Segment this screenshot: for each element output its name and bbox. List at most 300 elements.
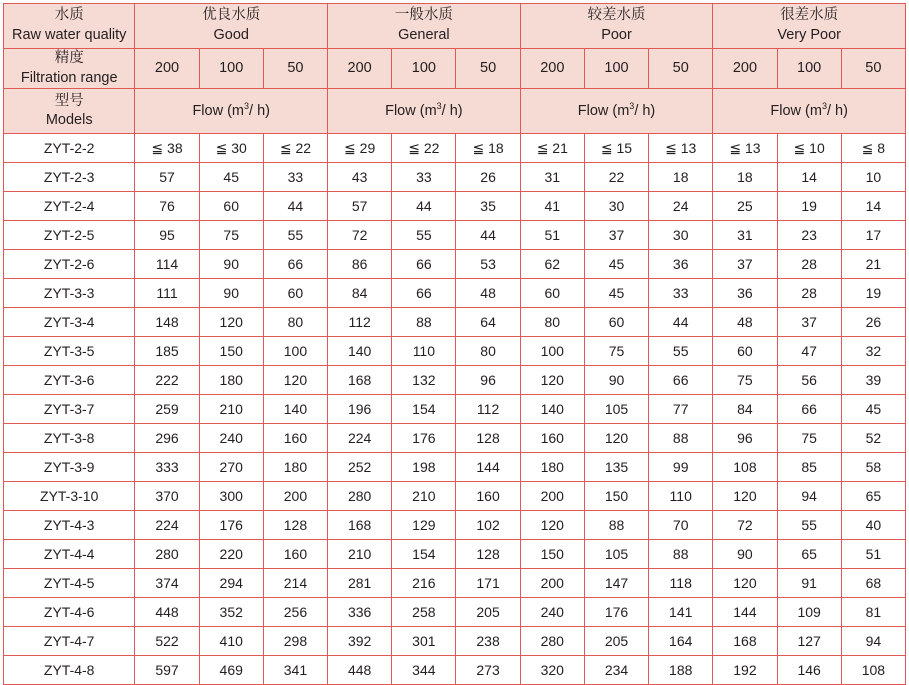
flow-value: 392 <box>328 627 392 656</box>
flow-value: 45 <box>584 250 648 279</box>
model-name: ZYT-4-3 <box>4 511 135 540</box>
flow-value: 128 <box>456 540 520 569</box>
flow-value: 44 <box>392 192 456 221</box>
flow-value: 140 <box>263 395 327 424</box>
flow-value: 301 <box>392 627 456 656</box>
flow-value: 40 <box>841 511 905 540</box>
model-name: ZYT-3-3 <box>4 279 135 308</box>
flow-value: 144 <box>713 598 777 627</box>
flow-value: 108 <box>713 453 777 482</box>
flow-value: 18 <box>649 163 713 192</box>
flow-value: 240 <box>199 424 263 453</box>
flow-value: 205 <box>584 627 648 656</box>
table-row <box>4 337 906 366</box>
flow-value: 68 <box>841 569 905 598</box>
quality-group-good <box>135 4 328 49</box>
quality-group-poor <box>520 4 713 49</box>
flow-value: 10 <box>841 163 905 192</box>
flow-value: 86 <box>328 250 392 279</box>
flow-value: 160 <box>263 540 327 569</box>
quality-group-general <box>328 4 521 49</box>
flow-value: 112 <box>456 395 520 424</box>
flow-value: 37 <box>777 308 841 337</box>
model-name: ZYT-3-10 <box>4 482 135 511</box>
flow-value: 75 <box>713 366 777 395</box>
quality-group-good-en: Good <box>213 27 249 43</box>
flow-value: 210 <box>328 540 392 569</box>
flow-unit-suffix: / h) <box>826 103 848 120</box>
quality-group-general-cn: 一般水质 <box>394 7 453 24</box>
flow-value: 270 <box>199 453 263 482</box>
flow-value: 55 <box>263 221 327 250</box>
flow-value: 70 <box>649 511 713 540</box>
flow-value: 105 <box>584 395 648 424</box>
flow-value: 140 <box>328 337 392 366</box>
flow-value: 45 <box>841 395 905 424</box>
flow-value: 80 <box>456 337 520 366</box>
flow-value: 43 <box>328 163 392 192</box>
flow-value: 80 <box>520 308 584 337</box>
flow-value: 18 <box>713 163 777 192</box>
flow-value: 280 <box>135 540 199 569</box>
flow-value: 129 <box>392 511 456 540</box>
filtration-value: 50 <box>841 49 905 89</box>
flow-value: 47 <box>777 337 841 366</box>
flow-value: 448 <box>135 598 199 627</box>
flow-value: 150 <box>520 540 584 569</box>
quality-group-poor-cn: 较差水质 <box>587 7 646 24</box>
flow-value: 19 <box>777 192 841 221</box>
flow-value: 75 <box>199 221 263 250</box>
flow-value: 25 <box>713 192 777 221</box>
flow-value: 66 <box>649 366 713 395</box>
flow-value: 127 <box>777 627 841 656</box>
flow-value: 75 <box>777 424 841 453</box>
table-row <box>4 656 906 685</box>
flow-value: ≦ 29 <box>328 134 392 163</box>
model-name: ZYT-2-2 <box>4 134 135 163</box>
filtration-value: 100 <box>584 49 648 89</box>
filtration-value: 200 <box>713 49 777 89</box>
flow-unit-label <box>520 89 713 134</box>
filtration-value: 100 <box>199 49 263 89</box>
header-label-quality-en: Raw water quality <box>11 27 127 43</box>
flow-value: 281 <box>328 569 392 598</box>
flow-value: 200 <box>520 569 584 598</box>
quality-group-very-poor-en: Very Poor <box>777 27 841 43</box>
flow-value: 256 <box>263 598 327 627</box>
flow-value: 96 <box>456 366 520 395</box>
table-row <box>4 134 906 163</box>
flow-value: 222 <box>135 366 199 395</box>
model-name: ZYT-4-5 <box>4 569 135 598</box>
flow-value: 192 <box>713 656 777 685</box>
flow-unit-prefix: Flow (m <box>770 103 822 120</box>
flow-value: 41 <box>520 192 584 221</box>
flow-value: 91 <box>777 569 841 598</box>
filtration-value: 200 <box>328 49 392 89</box>
model-name: ZYT-2-3 <box>4 163 135 192</box>
flow-value: 141 <box>649 598 713 627</box>
table-row <box>4 308 906 337</box>
flow-value: 150 <box>584 482 648 511</box>
flow-value: 65 <box>777 540 841 569</box>
filtration-value: 200 <box>135 49 199 89</box>
flow-value: 28 <box>777 250 841 279</box>
flow-value: 84 <box>713 395 777 424</box>
flow-value: 109 <box>777 598 841 627</box>
flow-value: 280 <box>520 627 584 656</box>
flow-value: 100 <box>263 337 327 366</box>
flow-value: 58 <box>841 453 905 482</box>
flow-value: 160 <box>456 482 520 511</box>
flow-value: 88 <box>392 308 456 337</box>
flow-value: 185 <box>135 337 199 366</box>
flow-value: 60 <box>713 337 777 366</box>
flow-value: 176 <box>584 598 648 627</box>
header-row-models <box>4 89 906 134</box>
flow-value: 80 <box>263 308 327 337</box>
table-row <box>4 511 906 540</box>
model-name: ZYT-4-7 <box>4 627 135 656</box>
flow-value: 132 <box>392 366 456 395</box>
flow-value: 259 <box>135 395 199 424</box>
quality-group-good-cn: 优良水质 <box>202 7 261 24</box>
model-name: ZYT-3-9 <box>4 453 135 482</box>
flow-value: 105 <box>584 540 648 569</box>
table-row <box>4 540 906 569</box>
flow-value: 120 <box>199 308 263 337</box>
flow-value: 120 <box>263 366 327 395</box>
flow-value: 160 <box>263 424 327 453</box>
flow-unit-label <box>135 89 328 134</box>
flow-value: 147 <box>584 569 648 598</box>
flow-value: 19 <box>841 279 905 308</box>
header-label-models-cn: 型号 <box>54 92 84 109</box>
flow-value: 94 <box>841 627 905 656</box>
flow-value: 120 <box>520 366 584 395</box>
flow-value: ≦ 21 <box>520 134 584 163</box>
flow-value: 294 <box>199 569 263 598</box>
flow-value: 597 <box>135 656 199 685</box>
flow-value: 240 <box>520 598 584 627</box>
flow-value: 102 <box>456 511 520 540</box>
flow-value: 110 <box>392 337 456 366</box>
model-name: ZYT-4-4 <box>4 540 135 569</box>
flow-unit-exponent: 3 <box>436 101 442 112</box>
filtration-value: 100 <box>777 49 841 89</box>
table-row <box>4 569 906 598</box>
table-row <box>4 163 906 192</box>
flow-value: 118 <box>649 569 713 598</box>
flow-value: 60 <box>199 192 263 221</box>
flow-value: 44 <box>263 192 327 221</box>
flow-value: 30 <box>649 221 713 250</box>
filtration-value: 50 <box>649 49 713 89</box>
quality-group-very-poor-cn: 很差水质 <box>780 7 839 24</box>
model-name: ZYT-3-7 <box>4 395 135 424</box>
flow-value: 52 <box>841 424 905 453</box>
flow-value: 94 <box>777 482 841 511</box>
flow-value: 44 <box>456 221 520 250</box>
flow-value: 148 <box>135 308 199 337</box>
header-row-quality <box>4 4 906 49</box>
header-row-filtration <box>4 49 906 89</box>
flow-value: 111 <box>135 279 199 308</box>
specification-table <box>3 3 906 685</box>
flow-value: 90 <box>713 540 777 569</box>
flow-value: 57 <box>135 163 199 192</box>
flow-value: 522 <box>135 627 199 656</box>
flow-value: 176 <box>392 424 456 453</box>
flow-value: 258 <box>392 598 456 627</box>
model-name: ZYT-3-5 <box>4 337 135 366</box>
flow-value: 56 <box>777 366 841 395</box>
flow-value: 120 <box>713 569 777 598</box>
flow-value: 135 <box>584 453 648 482</box>
flow-value: 280 <box>328 482 392 511</box>
flow-value: 114 <box>135 250 199 279</box>
header-label-quality <box>4 4 135 49</box>
flow-value: ≦ 30 <box>199 134 263 163</box>
quality-group-very-poor <box>713 4 906 49</box>
flow-value: 77 <box>649 395 713 424</box>
flow-value: 45 <box>199 163 263 192</box>
flow-value: 75 <box>584 337 648 366</box>
table-row <box>4 192 906 221</box>
flow-value: ≦ 13 <box>713 134 777 163</box>
flow-value: 410 <box>199 627 263 656</box>
flow-unit-suffix: / h) <box>249 103 270 120</box>
flow-value: 14 <box>841 192 905 221</box>
flow-value: 60 <box>520 279 584 308</box>
flow-value: 210 <box>392 482 456 511</box>
flow-value: 120 <box>713 482 777 511</box>
model-name: ZYT-2-5 <box>4 221 135 250</box>
header-label-filtration-en: Filtration range <box>20 69 118 86</box>
flow-unit-label <box>328 89 521 134</box>
flow-value: 168 <box>328 366 392 395</box>
flow-value: 160 <box>520 424 584 453</box>
flow-value: 33 <box>263 163 327 192</box>
flow-value: 66 <box>263 250 327 279</box>
flow-value: 33 <box>392 163 456 192</box>
flow-value: 88 <box>649 540 713 569</box>
flow-value: 252 <box>328 453 392 482</box>
flow-value: 144 <box>456 453 520 482</box>
flow-value: 62 <box>520 250 584 279</box>
filtration-value: 50 <box>456 49 520 89</box>
flow-value: 33 <box>649 279 713 308</box>
flow-value: 90 <box>199 279 263 308</box>
flow-value: 112 <box>328 308 392 337</box>
flow-value: 31 <box>713 221 777 250</box>
table-row <box>4 366 906 395</box>
flow-value: 448 <box>328 656 392 685</box>
flow-value: 224 <box>135 511 199 540</box>
quality-group-general-en: General <box>398 27 450 43</box>
flow-value: 55 <box>392 221 456 250</box>
flow-value: 140 <box>520 395 584 424</box>
flow-value: 64 <box>456 308 520 337</box>
flow-value: 273 <box>456 656 520 685</box>
flow-value: 120 <box>520 511 584 540</box>
model-name: ZYT-2-6 <box>4 250 135 279</box>
flow-value: 341 <box>263 656 327 685</box>
flow-value: 370 <box>135 482 199 511</box>
flow-value: 188 <box>649 656 713 685</box>
flow-value: 214 <box>263 569 327 598</box>
flow-value: 374 <box>135 569 199 598</box>
flow-value: 88 <box>649 424 713 453</box>
flow-value: 60 <box>263 279 327 308</box>
flow-value: 60 <box>584 308 648 337</box>
flow-value: 180 <box>263 453 327 482</box>
flow-value: 90 <box>584 366 648 395</box>
flow-value: 128 <box>456 424 520 453</box>
flow-value: ≦ 22 <box>392 134 456 163</box>
flow-value: 26 <box>456 163 520 192</box>
filtration-value: 200 <box>520 49 584 89</box>
flow-value: 48 <box>456 279 520 308</box>
flow-unit-exponent: 3 <box>821 101 827 112</box>
flow-value: ≦ 22 <box>263 134 327 163</box>
flow-value: 164 <box>649 627 713 656</box>
flow-value: 76 <box>135 192 199 221</box>
flow-value: 26 <box>841 308 905 337</box>
model-name: ZYT-2-4 <box>4 192 135 221</box>
flow-value: 100 <box>520 337 584 366</box>
flow-value: 81 <box>841 598 905 627</box>
flow-value: 168 <box>328 511 392 540</box>
model-name: ZYT-3-8 <box>4 424 135 453</box>
flow-value: 128 <box>263 511 327 540</box>
flow-value: 23 <box>777 221 841 250</box>
flow-unit-suffix: / h) <box>441 103 463 120</box>
flow-value: 224 <box>328 424 392 453</box>
flow-value: 24 <box>649 192 713 221</box>
filtration-value: 100 <box>392 49 456 89</box>
header-label-models <box>4 89 135 134</box>
flow-value: 44 <box>649 308 713 337</box>
flow-value: 51 <box>841 540 905 569</box>
model-name: ZYT-3-4 <box>4 308 135 337</box>
flow-value: 344 <box>392 656 456 685</box>
flow-value: 21 <box>841 250 905 279</box>
flow-value: 298 <box>263 627 327 656</box>
flow-value: 210 <box>199 395 263 424</box>
flow-value: 55 <box>777 511 841 540</box>
flow-unit-suffix: / h) <box>634 103 656 120</box>
table-row <box>4 424 906 453</box>
model-name: ZYT-3-6 <box>4 366 135 395</box>
flow-value: 200 <box>263 482 327 511</box>
flow-value: 336 <box>328 598 392 627</box>
flow-value: 14 <box>777 163 841 192</box>
flow-value: 53 <box>456 250 520 279</box>
flow-unit-exponent: 3 <box>629 101 635 112</box>
flow-value: 37 <box>584 221 648 250</box>
flow-value: 36 <box>713 279 777 308</box>
flow-value: 31 <box>520 163 584 192</box>
flow-value: 176 <box>199 511 263 540</box>
flow-value: 84 <box>328 279 392 308</box>
flow-value: 55 <box>649 337 713 366</box>
flow-value: 66 <box>392 279 456 308</box>
flow-value: 90 <box>199 250 263 279</box>
flow-value: 196 <box>328 395 392 424</box>
flow-value: 48 <box>713 308 777 337</box>
flow-value: 333 <box>135 453 199 482</box>
flow-value: 32 <box>841 337 905 366</box>
header-label-filtration-cn: 精度 <box>54 50 84 66</box>
flow-value: 234 <box>584 656 648 685</box>
flow-value: 51 <box>520 221 584 250</box>
flow-value: 17 <box>841 221 905 250</box>
flow-value: 28 <box>777 279 841 308</box>
flow-value: 88 <box>584 511 648 540</box>
flow-value: 110 <box>649 482 713 511</box>
flow-value: 45 <box>584 279 648 308</box>
flow-value: 150 <box>199 337 263 366</box>
flow-value: 57 <box>328 192 392 221</box>
table-row <box>4 279 906 308</box>
flow-value: 220 <box>199 540 263 569</box>
flow-value: ≦ 15 <box>584 134 648 163</box>
flow-unit-prefix: Flow (m <box>192 103 245 120</box>
flow-unit-label <box>713 89 906 134</box>
header-label-quality-cn: 水质 <box>54 7 84 24</box>
flow-value: 120 <box>584 424 648 453</box>
flow-unit-exponent: 3 <box>244 101 250 112</box>
flow-value: 37 <box>713 250 777 279</box>
flow-value: ≦ 38 <box>135 134 199 163</box>
flow-value: 205 <box>456 598 520 627</box>
header-label-filtration <box>4 49 135 89</box>
flow-unit-prefix: Flow (m <box>385 103 437 120</box>
table-row <box>4 627 906 656</box>
model-name: ZYT-4-8 <box>4 656 135 685</box>
flow-value: 72 <box>713 511 777 540</box>
flow-value: 200 <box>520 482 584 511</box>
flow-value: 39 <box>841 366 905 395</box>
flow-value: 180 <box>520 453 584 482</box>
flow-value: ≦ 18 <box>456 134 520 163</box>
flow-value: 65 <box>841 482 905 511</box>
flow-value: 96 <box>713 424 777 453</box>
flow-value: 168 <box>713 627 777 656</box>
table-row <box>4 250 906 279</box>
flow-value: 180 <box>199 366 263 395</box>
flow-unit-prefix: Flow (m <box>577 103 630 120</box>
flow-value: 85 <box>777 453 841 482</box>
flow-value: 72 <box>328 221 392 250</box>
flow-value: ≦ 13 <box>649 134 713 163</box>
table-row <box>4 482 906 511</box>
table-row <box>4 453 906 482</box>
model-name: ZYT-4-6 <box>4 598 135 627</box>
flow-value: 352 <box>199 598 263 627</box>
quality-group-poor-en: Poor <box>601 27 632 43</box>
flow-value: 30 <box>584 192 648 221</box>
table-row <box>4 395 906 424</box>
flow-value: 238 <box>456 627 520 656</box>
flow-value: 154 <box>392 540 456 569</box>
flow-value: 296 <box>135 424 199 453</box>
flow-value: ≦ 8 <box>841 134 905 163</box>
flow-value: 35 <box>456 192 520 221</box>
flow-value: 36 <box>649 250 713 279</box>
